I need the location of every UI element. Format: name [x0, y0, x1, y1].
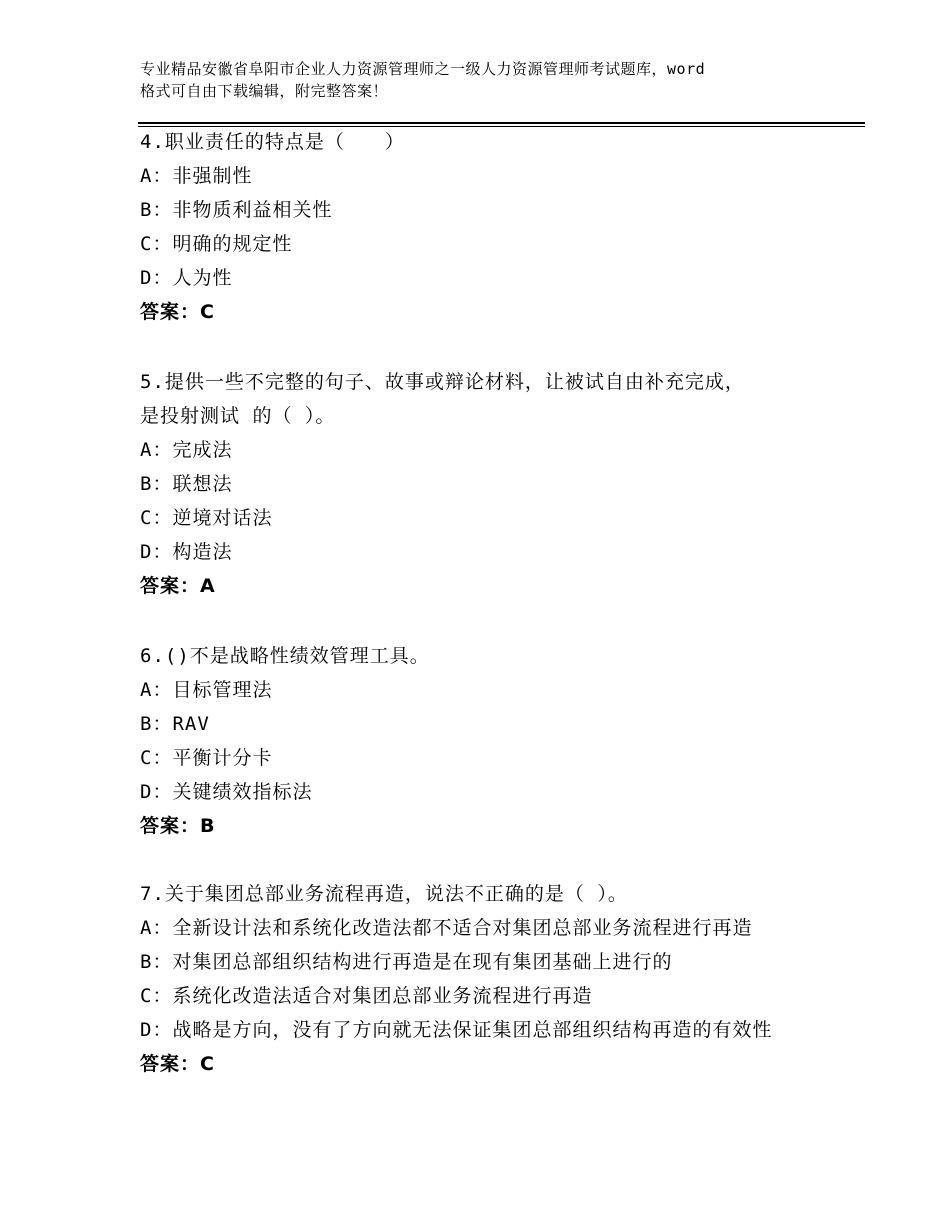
option-a: A：目标管理法: [140, 679, 273, 701]
option-b: B：RAV: [140, 713, 210, 735]
option-b: B：非物质利益相关性: [140, 199, 333, 221]
question-stem-cont: 是投射测试 的（ ）。: [140, 405, 336, 427]
header-rule-thick: [138, 122, 865, 124]
option-c: C：平衡计分卡: [140, 747, 273, 769]
option-d: D：人为性: [140, 267, 233, 289]
answer: 答案：C: [140, 301, 215, 323]
question-7: [140, 877, 830, 1081]
header-line-1: 专业精品安徽省阜阳市企业人力资源管理师之一级人力资源管理师考试题库，word: [140, 60, 706, 78]
question-stem: 7.关于集团总部业务流程再造，说法不正确的是（ ）。: [140, 883, 628, 905]
header-line-2: 格式可自由下载编辑，附完整答案！: [140, 82, 389, 100]
option-d: D：构造法: [140, 541, 233, 563]
option-c: C：逆境对话法: [140, 507, 273, 529]
question-stem: 6.()不是战略性绩效管理工具。: [140, 645, 430, 667]
option-a: A：全新设计法和系统化改造法都不适合对集团总部业务流程进行再造: [140, 917, 753, 939]
option-d: D：关键绩效指标法: [140, 781, 313, 803]
question-5: [140, 365, 830, 603]
question-4: [140, 125, 830, 329]
option-a: A：非强制性: [140, 165, 253, 187]
option-b: B：对集团总部组织结构进行再造是在现有集团基础上进行的: [140, 951, 673, 973]
answer: 答案：B: [140, 815, 216, 837]
answer: 答案：C: [140, 1053, 215, 1075]
question-stem: 5.提供一些不完整的句子、故事或辩论材料，让被试自由补充完成，: [140, 371, 745, 393]
document-header: [140, 58, 840, 102]
answer: 答案：A: [140, 575, 216, 597]
option-b: B：联想法: [140, 473, 233, 495]
option-c: C：明确的规定性: [140, 233, 293, 255]
question-stem: 4.职业责任的特点是（ ）: [140, 131, 405, 153]
question-6: [140, 639, 830, 843]
option-a: A：完成法: [140, 439, 233, 461]
option-d: D：战略是方向，没有了方向就无法保证集团总部组织结构再造的有效性: [140, 1019, 773, 1041]
option-c: C：系统化改造法适合对集团总部业务流程进行再造: [140, 985, 593, 1007]
